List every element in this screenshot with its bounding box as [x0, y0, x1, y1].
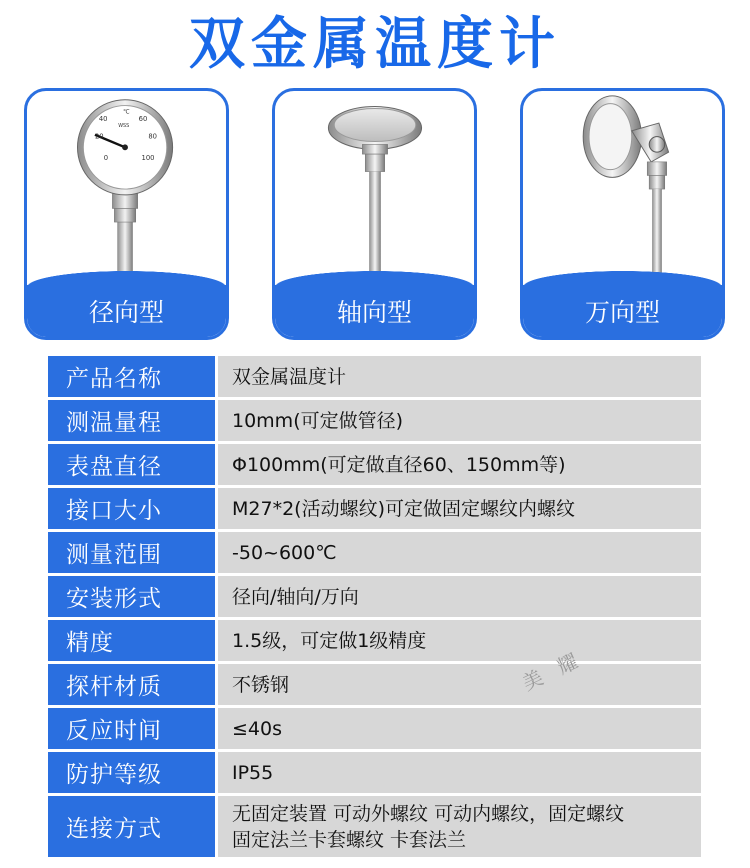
spec-row [48, 356, 701, 400]
spec-value [218, 488, 701, 529]
spec-row [48, 400, 701, 444]
dial-brand: WSS [118, 122, 130, 129]
spec-key: 测温量程 [48, 400, 215, 441]
spec-row [48, 532, 701, 576]
product-label-radial: 径向型 [27, 285, 226, 337]
dial-tick: 40 [98, 115, 108, 124]
product-card-axial[interactable] [272, 88, 477, 340]
spec-row [48, 444, 701, 488]
spec-key: 反应时间 [48, 708, 215, 749]
spec-key: 防护等级 [48, 752, 215, 793]
product-card-radial[interactable] [24, 88, 229, 340]
spec-value [218, 576, 701, 617]
dial-tick: 100 [141, 153, 155, 162]
spec-key: 连接方式 [48, 796, 215, 857]
spec-value [218, 796, 701, 857]
dial-tick: 60 [138, 115, 148, 124]
spec-row [48, 708, 701, 752]
universal-thermometer-icon [523, 91, 722, 291]
spec-key: 探杆材质 [48, 664, 215, 705]
product-label-axial: 轴向型 [275, 285, 474, 337]
spec-value [218, 620, 701, 661]
spec-row [48, 664, 701, 708]
dial-tick: 20 [94, 132, 104, 141]
spec-row [48, 796, 701, 860]
page-title: 双金属温度计 [189, 12, 561, 77]
spec-value-line: IP55 [232, 761, 274, 784]
spec-row [48, 576, 701, 620]
spec-value-line: 固定法兰卡套螺纹 卡套法兰 [232, 828, 467, 851]
spec-key: 测量范围 [48, 532, 215, 573]
spec-value-line: 1.5级，可定做1级精度 [232, 629, 427, 652]
spec-value-line: ≤40s [232, 717, 282, 740]
product-cards [0, 88, 750, 343]
dial-unit: ℃ [123, 109, 130, 116]
spec-value [218, 356, 701, 397]
spec-row [48, 488, 701, 532]
dial-tick: 80 [148, 132, 157, 141]
spec-key: 表盘直径 [48, 444, 215, 485]
dial-tick: 0 [103, 153, 109, 162]
spec-value [218, 752, 701, 793]
spec-key: 接口大小 [48, 488, 215, 529]
spec-value-line: -50~600℃ [232, 541, 337, 564]
spec-value-line: M27*2(活动螺纹)可定做固定螺纹内螺纹 [232, 497, 575, 520]
watermark: 美 耀 [518, 646, 588, 696]
spec-key: 产品名称 [48, 356, 215, 397]
spec-value-line: 无固定装置 可动外螺纹 可动内螺纹，固定螺纹 [232, 802, 625, 825]
spec-value-line: 径向/轴向/万向 [232, 585, 359, 608]
spec-value [218, 400, 701, 441]
spec-value-line: 双金属温度计 [232, 365, 347, 388]
spec-value [218, 444, 701, 485]
spec-value [218, 532, 701, 573]
radial-thermometer-icon [27, 91, 226, 291]
spec-row [48, 620, 701, 664]
spec-key: 安装形式 [48, 576, 215, 617]
product-card-universal[interactable] [520, 88, 725, 340]
spec-value-line: 10mm(可定做管径) [232, 409, 404, 432]
spec-value [218, 708, 701, 749]
spec-table [48, 356, 701, 860]
product-label-universal: 万向型 [523, 285, 722, 337]
spec-value-line: 不锈钢 [232, 673, 290, 696]
spec-row [48, 752, 701, 796]
axial-thermometer-icon [275, 91, 474, 291]
spec-value-line: Φ100mm(可定做直径60、150mm等) [232, 453, 566, 476]
spec-value [218, 664, 701, 705]
spec-key: 精度 [48, 620, 215, 661]
